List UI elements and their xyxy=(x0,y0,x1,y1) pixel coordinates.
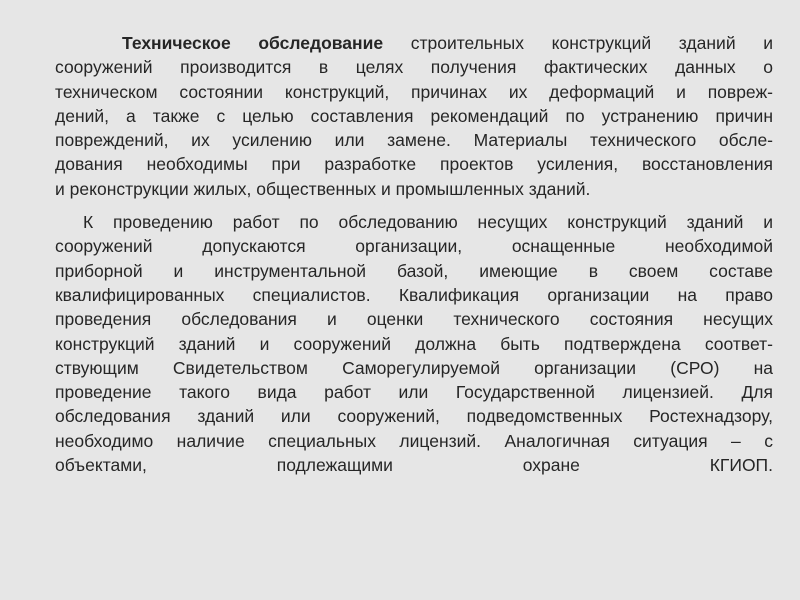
text-line: приборной и инструментальной базой, имеющие в своем составе xyxy=(55,260,773,281)
text-line: проведения обследования и оценки технического состояния несущих xyxy=(55,309,773,330)
text-span: строительных конструкций зданий и xyxy=(383,33,773,53)
text-line: конструкций зданий и сооружений должна быть подтверждена соответ- xyxy=(55,333,773,354)
text-line: обследования зданий или сооружений, подведомственных Ростехнадзору, xyxy=(55,406,773,427)
paragraph-technical-inspection xyxy=(55,31,773,201)
bold-term: Техническое обследование xyxy=(122,33,384,53)
text-line: сооружений производится в целях получения фактических данных о xyxy=(55,57,773,78)
text-line: дений, а также с целью составления рекомендаций по устранению причин xyxy=(55,105,773,126)
text-line: квалифицированных специалистов. Квалификация организации на право xyxy=(55,284,773,305)
text-line xyxy=(55,210,773,234)
text-line: ствующим Свидетельством Саморегулируемой организации (СРО) на xyxy=(55,357,773,378)
text-line: сооружений допускаются организации, оснащенные необходимой xyxy=(55,236,773,257)
text-span: К проведению работ по обследованию несущих конструкций зданий и xyxy=(83,212,773,233)
text-line: дования необходимы при разработке проектов усиления, восстановления xyxy=(55,154,773,175)
text-line: необходимо наличие специальных лицензий. Аналогичная ситуация – с xyxy=(55,430,773,451)
text-line xyxy=(55,31,773,55)
text-line: проведение такого вида работ или Государственной лицензией. Для xyxy=(55,382,773,403)
text-line: и реконструкции жилых, общественных и промышленных зданий. xyxy=(55,178,591,199)
text-line: техническом состоянии конструкций, причинах их деформаций и повреж- xyxy=(55,81,773,102)
document-body xyxy=(55,31,773,477)
text-line: объектами, подлежащими охране КГИОП. xyxy=(55,455,773,476)
text-line: повреждений, их усилению или замене. Материалы технического обсле- xyxy=(55,130,773,151)
paragraph-admission-requirements xyxy=(55,210,773,477)
